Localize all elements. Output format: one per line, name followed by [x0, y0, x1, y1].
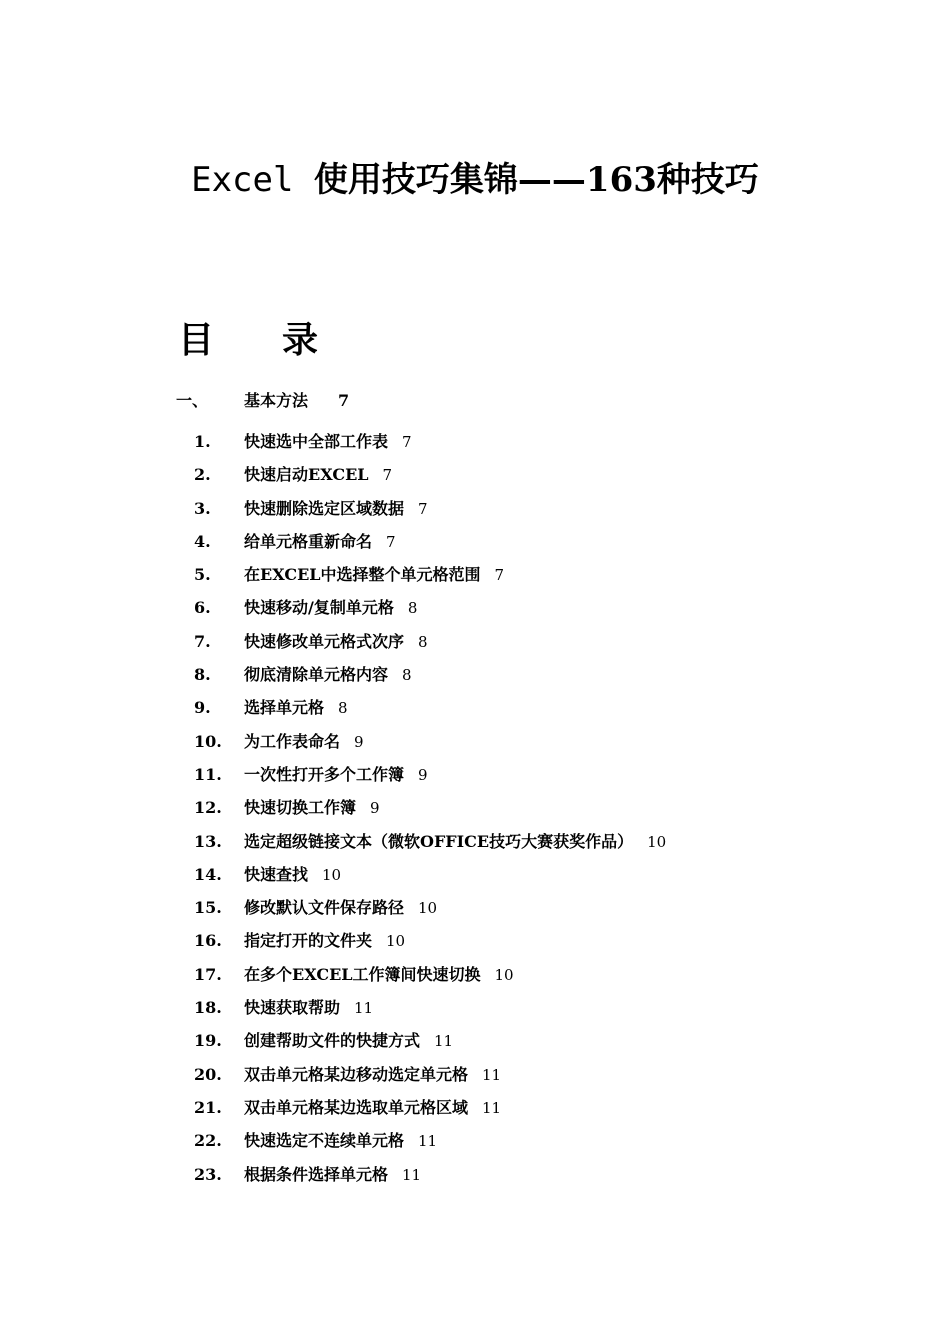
toc-section[interactable]: [176, 388, 349, 411]
toc-entry-page: 8: [407, 599, 418, 618]
toc-entry-label: 快速启动EXCEL: [244, 465, 369, 485]
toc-entry-page: 10: [418, 899, 438, 918]
toc-entry-label: 快速选定不连续单元格: [244, 1131, 405, 1151]
toc-entry[interactable]: [0, 1124, 950, 1157]
toc-entry[interactable]: [0, 991, 950, 1024]
toc-entry-label: 一次性打开多个工作簿: [244, 764, 405, 784]
toc-entry-page: 9: [354, 732, 364, 751]
toc-entry[interactable]: [0, 691, 950, 724]
toc-entry[interactable]: [0, 858, 950, 891]
toc-entry[interactable]: [0, 791, 950, 824]
toc-entry-number: 5.: [194, 565, 211, 585]
toc-entry-label: 根据条件选择单元格: [244, 1164, 389, 1184]
toc-entry-page: 11: [434, 1032, 454, 1051]
toc-entry-page: 8: [418, 632, 428, 651]
toc-entry-label: 修改默认文件保存路径: [244, 898, 405, 918]
toc-entry-label: 创建帮助文件的快捷方式: [244, 1031, 421, 1051]
toc-entry-label: 双击单元格某边选取单元格区域: [244, 1097, 469, 1117]
toc-entry-number: 9.: [194, 698, 211, 718]
toc-entry-page: 9: [418, 765, 428, 784]
toc-entry[interactable]: [0, 1024, 950, 1057]
toc-entry-number: 8.: [194, 665, 211, 685]
toc-entry-page: 9: [370, 799, 380, 818]
toc-entry-label: 彻底清除单元格内容: [244, 665, 389, 685]
toc-heading: 目录: [178, 319, 387, 361]
toc-entry-label: 选定超级链接文本（微软OFFICE技巧大赛获奖作品）: [244, 831, 634, 851]
toc-entry-number: 2.: [194, 465, 211, 485]
toc-entry[interactable]: [0, 591, 950, 624]
toc-entry-page: 11: [482, 1098, 502, 1117]
toc-entry-page: 8: [402, 666, 412, 685]
toc-entry-label: 为工作表命名: [244, 731, 341, 751]
toc-entry-number: 12.: [194, 798, 222, 818]
toc-entry-page: 8: [338, 699, 348, 718]
toc-entry-page: 10: [386, 932, 406, 951]
toc-entry-number: 17.: [194, 964, 222, 984]
toc-entry-page: 7: [418, 499, 428, 518]
toc-entry-number: 15.: [194, 898, 222, 918]
toc-entry-label: 在多个EXCEL工作簿间快速切换: [244, 964, 481, 984]
toc-entry-label: 快速修改单元格式次序: [244, 631, 405, 651]
toc-entry-number: 1.: [194, 432, 211, 451]
toc-entry[interactable]: [0, 924, 950, 957]
toc-entry[interactable]: [0, 525, 950, 558]
toc-entry-page: 10: [647, 832, 667, 851]
toc-entry-label: 双击单元格某边移动选定单元格: [244, 1064, 469, 1084]
toc-entry-number: 13.: [194, 831, 222, 851]
toc-entry[interactable]: [0, 958, 950, 991]
toc-entry[interactable]: [0, 625, 950, 658]
toc-section-page: 7: [338, 391, 350, 410]
toc-entry-label: 在EXCEL中选择整个单元格范围: [244, 565, 481, 585]
toc-entry-number: 4.: [194, 531, 211, 551]
toc-entry-page: 10: [322, 865, 342, 884]
toc-entry-page: 11: [482, 1065, 502, 1084]
toc-entry-label: 快速选中全部工作表: [244, 432, 389, 451]
document-title: [0, 152, 950, 201]
toc-entry[interactable]: [0, 458, 950, 491]
toc-entry-label: 快速获取帮助: [244, 998, 341, 1018]
toc-entry[interactable]: [0, 891, 950, 924]
toc-entry-label: 快速删除选定区域数据: [244, 498, 405, 518]
toc-entry-label: 快速移动/复制单元格: [244, 598, 394, 618]
document-title-latin: Excel: [191, 160, 314, 200]
toc-entry[interactable]: [0, 725, 950, 758]
toc-entry-number: 23.: [194, 1164, 222, 1184]
toc-entry-number: 3.: [194, 498, 211, 518]
toc-entry[interactable]: [0, 558, 950, 591]
toc-entry-page: 7: [382, 466, 393, 485]
toc-entry-number: 10.: [194, 731, 222, 751]
toc-entry-number: 19.: [194, 1031, 222, 1051]
toc-entry[interactable]: [0, 425, 950, 458]
toc-entry[interactable]: [0, 658, 950, 691]
toc-entry-label: 指定打开的文件夹: [244, 931, 373, 951]
toc-entry[interactable]: [0, 825, 950, 858]
toc-entry-page: 7: [494, 566, 505, 585]
toc-entry[interactable]: [0, 1091, 950, 1124]
toc-entry-number: 22.: [194, 1131, 222, 1151]
toc-entry-page: 11: [354, 999, 374, 1018]
toc-entry[interactable]: [0, 758, 950, 791]
toc-entry-page: 7: [386, 532, 396, 551]
toc-entry[interactable]: [0, 492, 950, 525]
toc-entry-page: 10: [494, 965, 514, 984]
toc-section-label: 基本方法: [244, 391, 309, 410]
toc-entry-page: 11: [402, 1165, 422, 1184]
toc-entry-number: 7.: [194, 631, 211, 651]
toc-entry[interactable]: [0, 1158, 950, 1191]
toc-entry-label: 快速切换工作簿: [244, 798, 357, 818]
toc-entry-number: 6.: [194, 598, 211, 618]
toc-entry-number: 20.: [194, 1064, 222, 1084]
toc-section-number: 一、: [176, 391, 209, 410]
toc-entry-page: 11: [418, 1132, 438, 1151]
toc-entry-label: 选择单元格: [244, 698, 325, 718]
toc-entry-number: 21.: [194, 1097, 222, 1117]
toc-entry-page: 7: [402, 433, 412, 451]
toc-entry-number: 14.: [194, 864, 222, 884]
toc-entry-number: 11.: [194, 764, 222, 784]
toc-entry-label: 给单元格重新命名: [244, 531, 373, 551]
toc-entry-number: 18.: [194, 998, 222, 1018]
document-title-cjk: 使用技巧集锦——163种技巧: [313, 160, 759, 200]
toc-list: [0, 425, 950, 1191]
toc-entry[interactable]: [0, 1058, 950, 1091]
toc-entry-number: 16.: [194, 931, 222, 951]
toc-entry-label: 快速查找: [244, 864, 309, 884]
